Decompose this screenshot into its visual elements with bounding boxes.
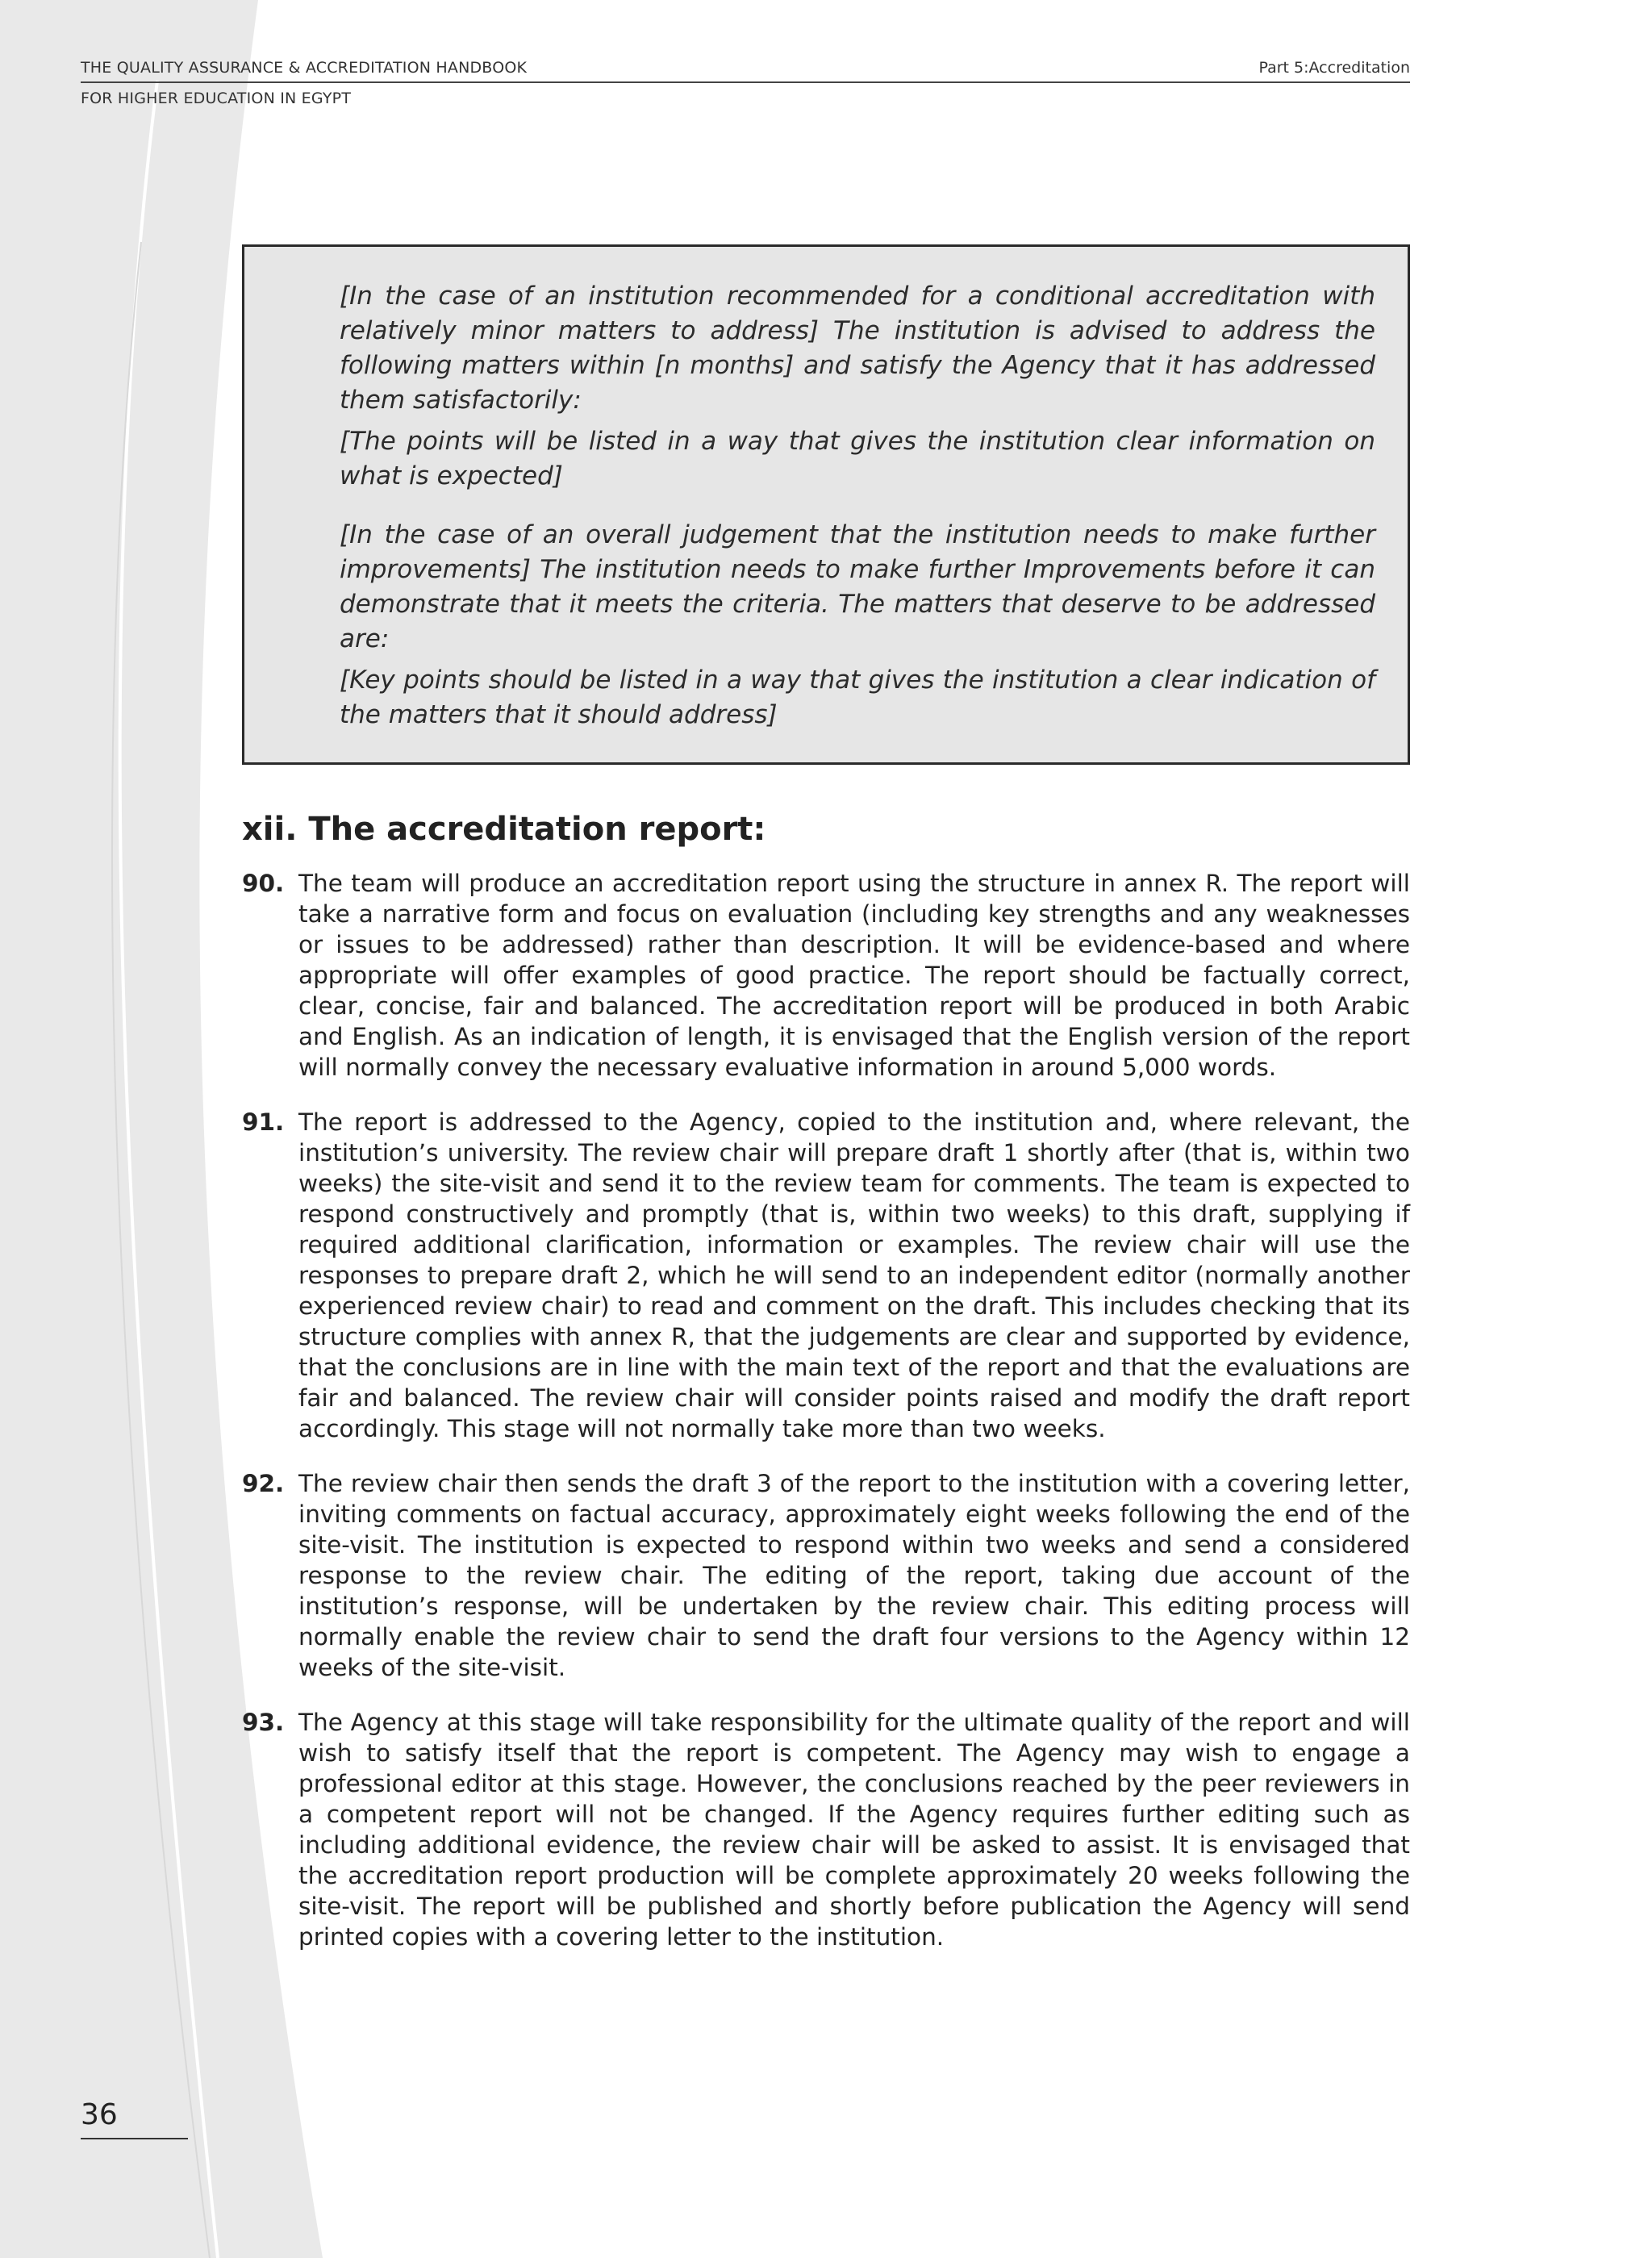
- callout-paragraph: [In the case of an institution recommended for a conditional accreditation with relatively minor matters to address] The institution is advised to address the following matters within [n months] and satisfy the Agency that it has addressed them satisfactorily:: [340, 282, 1375, 415]
- paragraph-text: The review chair then sends the draft 3 of the report to the institution with a covering letter, inviting comments on factual accuracy, approximately eight weeks following the end of the site-visit. The institution is expected to respond within two weeks and send a considered response to the review chair. The editing of the report, taking due account of the institution’s response, will be undertaken by the review chair. This editing process will normally enable the review chair to send the draft four versions to the Agency within 12 weeks of the site-visit.: [298, 1470, 1410, 1681]
- header-title-line2: FOR HIGHER EDUCATION IN EGYPT: [81, 90, 352, 107]
- callout-paragraph: [The points will be listed in a way that gives the institution clear information on what is expected]: [340, 427, 1375, 490]
- template-callout-box: [242, 244, 1410, 765]
- section-heading: xii. The accreditation report:: [242, 811, 766, 848]
- header-title-line1: THE QUALITY ASSURANCE & ACCREDITATION HANDBOOK: [81, 59, 528, 77]
- callout-paragraph: [Key points should be listed in a way that gives the institution a clear indication of the matters that it should address]: [340, 666, 1375, 729]
- page-number-underline: [81, 2138, 188, 2139]
- paragraph-number: 93.: [242, 1709, 285, 1736]
- numbered-paragraph: [242, 868, 1410, 1083]
- paragraph-text: The team will produce an accreditation report using the structure in annex R. The report will take a narrative form and focus on evaluation (including key strengths and any weaknesses or issues to be addressed) rather than description. It will be evidence-based and where appropriate will offer examples of good practice. The report should be factually correct, clear, concise, fair and balanced. The accreditation report will be produced in both Arabic and English. As an indication of length, it is envisaged that the English version of the report will normally convey the necessary evaluative information in around 5,000 words.: [298, 870, 1410, 1081]
- numbered-paragraph: [242, 1107, 1410, 1444]
- paragraph-text: The Agency at this stage will take responsibility for the ultimate quality of the report and will wish to satisfy itself that the report is competent. The Agency may wish to engage a professional editor at this stage. However, the conclusions reached by the peer reviewers in a competent report will not be changed. If the Agency requires further editing such as including additional evidence, the review chair will be asked to assist. It is envisaged that the accreditation report production will be complete approximately 20 weeks following the site-visit. The report will be published and shortly before publication the Agency will send printed copies with a covering letter to the institution.: [298, 1709, 1410, 1951]
- paragraph-text: The report is addressed to the Agency, copied to the institution and, where relevant, the institution’s university. The review chair will prepare draft 1 shortly after (that is, within two weeks) the site-visit and send it to the review team for comments. The team is expected to respond constructively and promptly (that is, within two weeks) to this draft, supplying if required additional clarification, information or examples. The review chair will use the responses to prepare draft 2, which he will send to an independent editor (normally another experienced review chair) to read and comment on the draft. This includes checking that its structure complies with annex R, that the judgements are clear and supported by evidence, that the conclusions are in line with the main text of the report and that the evaluations are fair and balanced. The review chair will consider points raised and modify the draft report accordingly. This stage will not normally take more than two weeks.: [298, 1108, 1410, 1442]
- header-divider: [81, 81, 1410, 83]
- paragraph-number: 90.: [242, 870, 285, 897]
- numbered-paragraph: [242, 1707, 1410, 1952]
- page-number: 36: [81, 2098, 118, 2131]
- paragraph-number: 92.: [242, 1470, 285, 1497]
- header-part-label: Part 5:Accreditation: [1258, 59, 1410, 77]
- numbered-paragraphs: [242, 868, 1410, 1976]
- callout-paragraph: [In the case of an overall judgement that the institution needs to make further improvements] The institution needs to make further Improvements before it can demonstrate that it meets the criteria. The matters that deserve to be addressed are:: [340, 520, 1375, 653]
- running-header: [81, 56, 527, 118]
- paragraph-number: 91.: [242, 1108, 285, 1136]
- numbered-paragraph: [242, 1468, 1410, 1683]
